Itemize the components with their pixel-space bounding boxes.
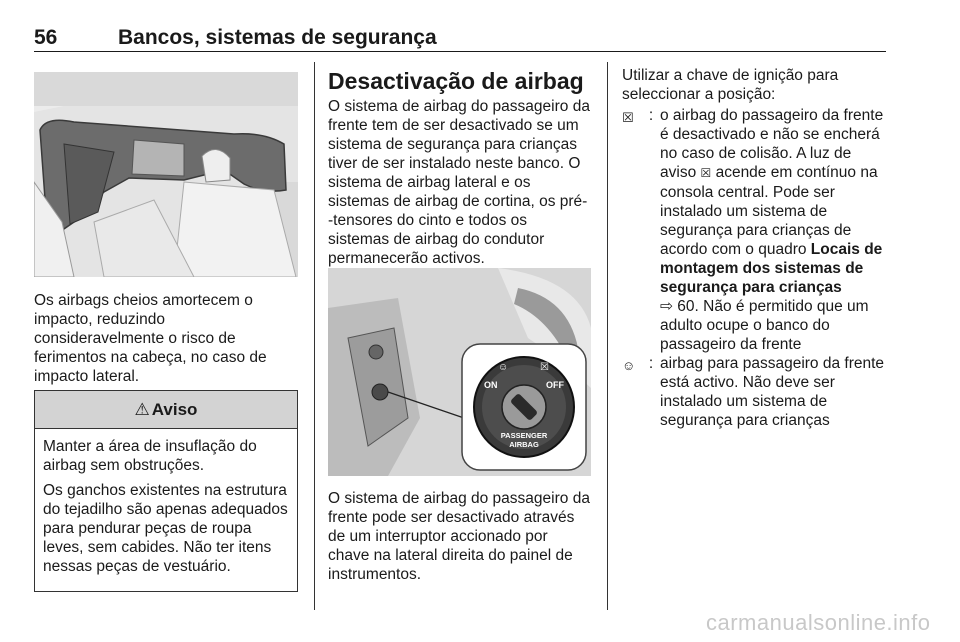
section-paragraph: O sistema de airbag do passageiro da frente tem de ser desactivado se um sistema de segurança para crianças tiver de ser instalado neste banco. O sistema de airbag lateral e os sistemas de airbag de cortina, os pré--tensores do cinto e todos os sistemas de airbag do condutor permanecerão activos. [328, 98, 590, 267]
item-text: acende em contínuo na consola central. Pode ser instalado um sistema de segurança para crianças de acordo com o quadro [660, 164, 878, 258]
curtain-airbag-photo [34, 72, 298, 277]
warning-title: Aviso [151, 399, 198, 419]
page-reference-icon: ⇨ [660, 298, 673, 315]
column-divider [314, 62, 315, 610]
chapter-title: Bancos, sistemas de segurança [118, 26, 437, 49]
position-list [622, 106, 888, 430]
page-number: 56 [34, 26, 58, 49]
page-header [34, 26, 886, 52]
warning-header [35, 391, 297, 429]
section-title: Desactivação de airbag [328, 68, 584, 94]
airbag-on-icon: ☺ [498, 362, 509, 373]
airbag-on-icon: ☺ [622, 358, 636, 373]
position-intro: Utilizar a chave de ignição para seleccionar a posição: [622, 67, 839, 103]
airbag-switch-illustration [328, 268, 591, 476]
item-text: o airbag do passageiro da frente é desactivado e não se encherá no caso de colisão. A luz de aviso [660, 107, 884, 181]
switch-label-passenger: PASSENGER [500, 431, 548, 440]
figure-caption: Os airbags cheios amortecem o impacto, reduzindo consideravelmente o risco de ferimentos na cabeça, no caso de impacto lateral. [34, 292, 267, 385]
airbag-off-icon: ☒ [700, 166, 712, 180]
warning-paragraph: Manter a área de insuflação do airbag sem obstruções. [43, 438, 257, 474]
list-item: ☒ : o airbag do passageiro da frente é desactivado e não se encherá no caso de colisão. A luz de aviso ☒ acende em contínuo na consola central. Pode ser instalado um sistema de segurança para crianças de acordo com o quadro Locais de montagem dos sistemas de segurança para crianças ⇨ 60. Não é permitido que um adulto ocupe o banco do passageiro da frente [622, 107, 884, 353]
airbag-off-icon: ☒ [622, 110, 634, 125]
item-text: 60. Não é permitido que um adulto ocupe o banco do passageiro da frente [660, 298, 869, 353]
watermark: carmanualsonline.info [706, 610, 931, 635]
warning-body [35, 429, 297, 576]
list-item: ☺ : airbag para passageiro da frente está activo. Não deve ser instalado um sistema de segurança para crianças [622, 354, 888, 430]
item-text: airbag para passageiro da frente está activo. Não deve ser instalado um sistema de segurança para crianças [660, 355, 885, 429]
warning-paragraph: Os ganchos existentes na estrutura do tejadilho são apenas adequados para pendurar peças de roupa leves, sem cabides. Não ter itens nessas peças de vestuário. [43, 482, 288, 575]
column-divider [607, 62, 608, 610]
warning-triangle-icon: ⚠ [134, 399, 150, 419]
switch-label-off: OFF [546, 380, 564, 390]
switch-label-airbag: AIRBAG [509, 440, 539, 449]
switch-label-on: ON [484, 380, 498, 390]
cross-reference: Locais de montagem dos sistemas de segurança para crianças [660, 241, 883, 296]
warning-box [34, 390, 298, 592]
switch-paragraph: O sistema de airbag do passageiro da frente pode ser desactivado através de um interruptor accionado por chave na lateral direita do painel de instrumentos. [328, 490, 590, 583]
airbag-off-icon: ☒ [540, 362, 549, 373]
